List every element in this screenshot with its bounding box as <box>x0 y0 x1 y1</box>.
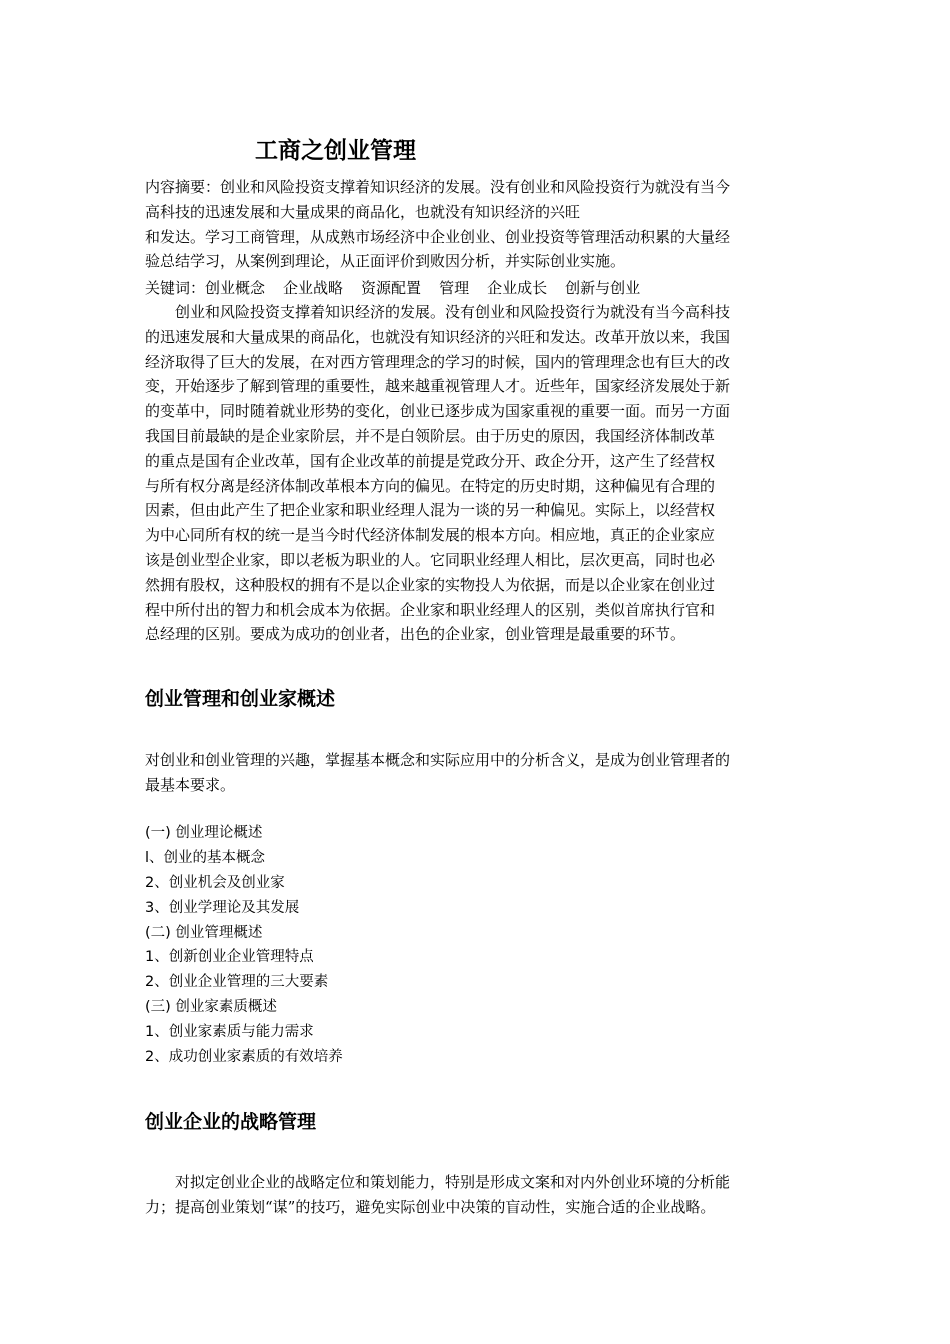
keyword-item: 管理 <box>439 279 470 297</box>
outline-item: 2、创业企业管理的三大要素 <box>145 974 329 991</box>
keyword-item: 企业战略 <box>283 279 344 297</box>
intro-line: 然拥有股权，这种股权的拥有不是以企业家的实物投人为依据，而是以企业家在创业过 <box>145 575 716 594</box>
intro-line: 该是创业型企业家，即以老板为职业的人。它同职业经理人相比，层次更高，同时也必 <box>145 550 716 569</box>
section2-paragraph <box>145 1170 810 1220</box>
section2-line: 力；提高创业策划“谋”的技巧，避免实际创业中决策的盲动性，实施合适的企业战略。 <box>145 1197 716 1216</box>
outline-item: 1、创业家素质与能力需求 <box>145 1024 314 1041</box>
intro-line: 的迅速发展和大量成果的商品化，也就没有知识经济的兴旺和发达。改革开放以来，我国 <box>145 327 731 346</box>
section-heading: 创业企业的战略管理 <box>145 1111 317 1133</box>
section1-line: 最基本要求。 <box>145 775 236 794</box>
keywords-label: 关键词： <box>145 279 206 297</box>
abstract-paragraph <box>145 175 810 274</box>
abstract-line: 和发达。学习工商管理，从成熟市场经济中企业创业、创业投资等管理活动积累的大量经 <box>145 227 731 246</box>
intro-line: 的变革中，同时随着就业形势的变化，创业已逐步成为国家重视的重要一面。而另一方面 <box>145 402 731 421</box>
outline-item: (三) 创业家素质概述 <box>145 999 277 1016</box>
intro-line: 与所有权分离是经济体制改革根本方向的偏见。在特定的历史时期，这种偏见有合理的 <box>145 476 716 495</box>
section1-paragraph <box>145 748 810 798</box>
document-title: 工商之创业管理 <box>255 138 416 164</box>
keyword-item: 创业概念 <box>205 279 266 297</box>
keyword-item: 创新与创业 <box>565 279 641 297</box>
intro-line: 的重点是国有企业改革，国有企业改革的前提是党政分开、政企分开，这产生了经营权 <box>145 451 716 470</box>
outline-item: 3、创业学理论及其发展 <box>145 899 300 916</box>
intro-line: 创业和风险投资支撑着知识经济的发展。没有创业和风险投资行为就没有当今高科技 <box>175 303 731 321</box>
outline-item: 2、创业机会及创业家 <box>145 874 285 891</box>
keyword-item: 资源配置 <box>361 279 422 297</box>
section1-outline <box>145 821 343 1070</box>
intro-paragraph <box>145 300 810 647</box>
intro-line: 为中心同所有权的统一是当今时代经济体制发展的根本方向。相应地，真正的企业家应 <box>145 526 716 545</box>
outline-item: (二) 创业管理概述 <box>145 924 263 941</box>
keywords-line <box>145 276 658 300</box>
section-heading: 创业管理和创业家概述 <box>145 688 336 710</box>
intro-line: 因素，但由此产生了把企业家和职业经理人混为一谈的另一种偏见。实际上，以经营权 <box>145 501 716 520</box>
keyword-item: 企业成长 <box>487 279 548 297</box>
outline-item: (一) 创业理论概述 <box>145 825 263 841</box>
abstract-line: 高科技的迅速发展和大量成果的商品化，也就没有知识经济的兴旺 <box>145 202 581 221</box>
outline-item: 1、创新创业企业管理特点 <box>145 949 314 966</box>
section2-line: 对拟定创业企业的战略定位和策划能力，特别是形成文案和对内外创业环境的分析能 <box>175 1173 731 1191</box>
intro-line: 程中所付出的智力和机会成本为依据。企业家和职业经理人的区别，类似首席执行官和 <box>145 600 716 619</box>
intro-line: 经济取得了巨大的发展，在对西方管理理念的学习的时候，国内的管理理念也有巨大的改 <box>145 352 731 371</box>
intro-line: 总经理的区别。要成为成功的创业者，出色的企业家，创业管理是最重要的环节。 <box>145 625 686 644</box>
section1-line: 对创业和创业管理的兴趣，掌握基本概念和实际应用中的分析含义，是成为创业管理者的 <box>145 751 731 769</box>
intro-line: 变，开始逐步了解到管理的重要性，越来越重视管理人才。近些年，国家经济发展处于新 <box>145 377 731 396</box>
abstract-line: 验总结学习，从案例到理论，从正面评价到败因分析，并实际创业实施。 <box>145 252 626 271</box>
outline-item: 2、成功创业家素质的有效培养 <box>145 1049 343 1066</box>
abstract-line: 内容摘要：创业和风险投资支撑着知识经济的发展。没有创业和风险投资行为就没有当今 <box>145 178 731 196</box>
intro-line: 我国目前最缺的是企业家阶层，并不是白领阶层。由于历史的原因，我国经济体制改革 <box>145 426 716 445</box>
outline-item: l、创业的基本概念 <box>145 849 266 866</box>
